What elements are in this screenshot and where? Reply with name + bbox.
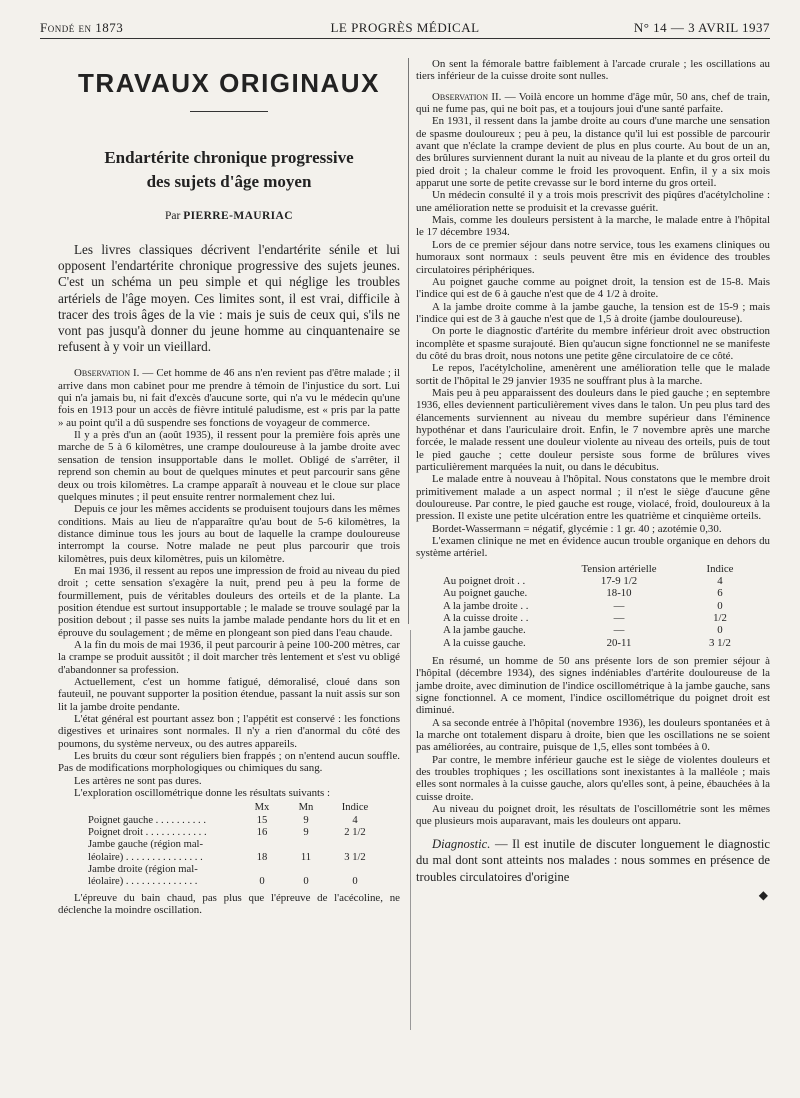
table-cell: 11 [300, 851, 312, 863]
table-row [440, 587, 758, 599]
obs1-paragraph-7: L'état général est pourtant assez bon ; l'appétit est conservé : les fonctions digestives et urinaires sont normales. Il n'y a rien d'anormal du côté des poumons, du système nerveux, ou des autres appareils. [58, 713, 400, 750]
table-row [440, 600, 758, 612]
obs1-paragraph-11: L'épreuve du bain chaud, pas plus que l'épreuve de l'acécoline, ne déclenche la moindre oscillation. [58, 891, 400, 916]
obs2-paragraph-17: Au niveau du poignet droit, les résultats de l'oscillométrie sont les mêmes que plusieurs mois auparavant, mais les douleurs ont apparu. [416, 802, 770, 828]
obs2-paragraph-1 [416, 91, 770, 116]
table-header: Mn [298, 802, 314, 814]
obs1-paragraph-2: Il y a près d'un an (août 1935), il ressent pour la première fois après une marche de 5 à 6 kilomètres, une crampe douloureuse à la jambe droite avec sensation de tension insupportable dans le mollet. Obligé de s'arrêter, il reprend son chemin au bout de quelques minutes et peut parcourir sans gêne deux ou trois kilomètres. La crampe apparaît à nouveau et le cloue sur place quelques minutes ; il peut ensuite rentrer normalement chez lui. [58, 429, 400, 503]
table-header [440, 563, 556, 575]
obs2-label: Observation II. [432, 90, 502, 103]
obs2-paragraph-8: On porte le diagnostic d'artérite du membre inférieur droit avec obstruction incomplète et spasme surajouté. Bien qu'aucun signe fonctionnel ne se manifeste du côté du bras droit, nous notons une petite gêne circulatoire de ce côté. [416, 325, 770, 362]
table-cell [284, 839, 328, 851]
obs2-paragraph-2: En 1931, il ressent dans la jambe droite au cours d'une marche une sensation de spasme douloureux ; peu à peu, la distance qu'il lui est possible de parcourir avant que n'éclate la crampe devient de plus en plus courte. Au bout de un an, des brûlures surviennent durant la nuit au niveau de la plante et du gros orteil du pied droit ; la chaleur comme le froid les provoquent. Enfin, il y a six mois apparut une sorte de petite crevasse sur le bord interne du gros orteil. [416, 115, 770, 190]
table-cell: A la cuisse gauche. [443, 636, 526, 649]
table-cell [240, 864, 284, 876]
obs1-paragraph-5: A la fin du mois de mai 1936, il peut parcourir à peine 100-200 mètres, car la crampe se produit aussitôt ; il doit marcher très lentement et s'est vu obligé d'abandonner sa profession. [58, 638, 400, 676]
obs1-paragraph-3: Depuis ce jour les mêmes accidents se produisent toujours dans les mêmes conditions. Mais au lieu de n'apparaître qu'au bout de 5-6 kilomètres, la distance diminue tous les jours au bout de laquelle la crampe douloureuse interrompt la course. Notre malade ne peut plus parcourir que trois kilomètres, puis deux kilomètres, puis un kilomètre. [58, 503, 400, 565]
table-cell: 0 [259, 876, 265, 888]
table-cell: 15 [256, 814, 268, 826]
obs2-paragraph-13: L'examen clinique ne met en évidence aucun trouble organique en dehors du système artériel. [416, 535, 770, 560]
oscillometry-table [86, 802, 382, 888]
continued-paragraph: On sent la fémorale battre faiblement à l'arcade crurale ; les oscillations au tiers inférieur de la cuisse droite sont nulles. [416, 58, 770, 83]
table-row [86, 876, 382, 888]
obs2-paragraph-14: En résumé, un homme de 50 ans présente lors de son premier séjour à l'hôpital (décembre 1934), des signes indéniables d'artérite douloureuse de la jambe droite, avec diminution de l'indice oscillométrique à la jambe gauche, sans signe fonctionnel. A ce moment, l'indice oscillométrique du poignet droit est diminué. [416, 654, 770, 717]
diagnosis-section [416, 836, 770, 886]
obs1-paragraph-9: Les artères ne sont pas dures. [74, 774, 202, 787]
byline [58, 210, 400, 222]
table-cell: — [613, 599, 625, 612]
obs2-paragraph-5: Lors de ce premier séjour dans notre service, tous les examens cliniques ou humoraux sont normaux : seuls peuvent être mis en évidence des troubles circulatoires périphériques. [416, 238, 770, 276]
obs1-paragraph-8: Les bruits du cœur sont réguliers bien frappés ; on n'entend aucun souffle. Pas de modifications morphologiques ou chimiques du sang. [58, 750, 400, 775]
table-row [86, 827, 382, 839]
table-cell: 1/2 [713, 611, 727, 624]
table-cell: 3 1/2 [344, 851, 366, 863]
obs1-paragraph-6: Actuellement, c'est un homme fatigué, démoralisé, cloué dans son fauteuil, ne pouvant supporter la position étendue, passant la nuit assis sur son lit la jambe droite pendante. [58, 676, 400, 713]
table-row [86, 864, 382, 876]
table-header: Indice [341, 802, 369, 814]
left-column [58, 58, 400, 1086]
column-divider [408, 58, 409, 624]
table-cell: 20-11 [606, 636, 632, 649]
observation-1 [58, 367, 400, 916]
tension-index-table [440, 563, 758, 649]
table-cell: 3 1/2 [709, 636, 731, 649]
title-rule [190, 111, 268, 112]
table-cell: Au poignet gauche. [443, 587, 528, 600]
obs2-paragraph-16: Par contre, le membre inférieur gauche est le siège de violentes douleurs et des troubles trophiques ; les oscillations sont inexistantes à la malléole ; mais elles sont normales à la cuisse gauche, alors qu'elles sont, à peine, ébauchées à la cuisse droite. [416, 753, 770, 803]
journal-name: LE PROGRÈS MÉDICAL [330, 20, 480, 35]
table-cell [328, 839, 382, 851]
running-header [40, 18, 770, 40]
table-cell: léolaire) . . . . . . . . . . . . . . [88, 876, 198, 888]
table-cell: 0 [303, 876, 309, 888]
table-row [86, 815, 382, 827]
table-cell: Poignet gauche . . . . . . . . . . [88, 814, 206, 826]
table-header: Tension artérielle [581, 562, 657, 575]
table-cell: 17-9 1/2 [600, 575, 638, 588]
table-cell: 9 [303, 814, 309, 826]
intro-section [58, 242, 400, 355]
table-cell: 18 [256, 851, 268, 863]
table-header [86, 802, 240, 814]
obs2-paragraph-6: Au poignet gauche comme au poignet droit, la tension est de 15-8. Mais l'indice qui est de 6 à gauche n'est que de 4 1/2 à droite. [416, 275, 770, 301]
table-row [440, 575, 758, 587]
byline-prefix: Par [165, 210, 181, 222]
table-cell: 16 [256, 827, 268, 839]
table-cell: Jambe gauche (région mal- [88, 839, 204, 851]
table-cell: 9 [303, 827, 309, 839]
obs1-label: Observation I. [74, 367, 140, 380]
table-cell: 4 [352, 814, 358, 826]
column-divider-lower [410, 630, 411, 1030]
obs2-paragraph-15: A sa seconde entrée à l'hôpital (novembre 1936), les douleurs spontanées et à la marche ont totalement disparu à droite, bien que les oscillations ne se soient pas améliorées, au contraire, puisque de 1,5, elles sont tombées à 0. [416, 716, 770, 754]
obs2-paragraph-10: Mais peu à peu apparaissent des douleurs dans le pied gauche ; en septembre 1936, elles deviennent particulièrement vives dans le talon. Un peu plus tard des élancements surviennent au niveau du membre supérieur dans l'éminence hypothénar et dans l'auriculaire droit. Enfin, le 7 novembre après une marche forcée, le malade ressent une douleur violente au niveau des orteils, puis de tout le pied gauche ; cette douleur persiste sous forme de brûlures vives particulièrement marquées la nuit, ou dans le décubitus. [416, 386, 770, 473]
obs1-paragraph-1 [58, 367, 400, 429]
table-cell: 6 [717, 587, 723, 600]
table-cell: — [613, 624, 625, 637]
table-cell [284, 864, 328, 876]
table-header: Indice [706, 562, 734, 575]
table-cell: A la jambe gauche. [443, 624, 526, 637]
table-row [86, 852, 382, 864]
article-title-line2: des sujets d'âge moyen [146, 172, 312, 191]
table-cell: 2 1/2 [344, 827, 366, 839]
table-row [86, 839, 382, 851]
obs2-text-1: — Voilà encore un homme d'âge mûr, 50 ans, chef de train, qui ne fume pas, qui ne boit pas, et a toujours joui d'une santé parfaite. [416, 90, 770, 116]
founded-note: Fondé en 1873 [40, 20, 124, 35]
table-row [440, 624, 758, 636]
table-cell: 4 [717, 575, 723, 588]
obs2-paragraph-12: Bordet-Wassermann = négatif, glycémie : 1 gr. 40 ; azotémie 0,30. [432, 522, 722, 535]
table-row [440, 637, 758, 649]
obs2-paragraph-3: Un médecin consulté il y a trois mois prescrivit des piqûres d'acétylcholine : une amélioration nette se produisit et la crevasse guérit. [416, 189, 770, 214]
right-column [416, 58, 770, 1086]
diagnosis-text: — Il est inutile de discuter longuement le diagnostic du mal dont sont atteints nos malades : nous sommes en présence de troubles circulatoires d'origine [416, 836, 770, 884]
table-cell: Au poignet droit . . [443, 575, 526, 588]
table-cell: 18-10 [606, 587, 632, 600]
issue-date: N° 14 — 3 AVRIL 1937 [633, 20, 770, 35]
article-title-line1: Endartérite chronique progressive [104, 148, 354, 167]
table-cell: 0 [717, 624, 723, 637]
section-title: TRAVAUX ORIGINAUX [78, 68, 380, 98]
table-cell: — [613, 611, 625, 624]
obs1-text-1: — Cet homme de 46 ans n'en revient pas d'être malade ; il arrive dans mon cabinet pour me prendre à témoin de l'injustice du sort. Lui qui n'a jamais bu, ni fait d'excès d'aucune sorte, qui n'a vu le médecin qu'une fois en 1913 pour un accès de fièvre intitulé paludisme, est « pris par la patte » au point qu'il a dû suspendre ses fonctions de voyageur de commerce. [58, 367, 401, 429]
obs2-paragraph-9: Le repos, l'acétylcholine, amenèrent une amélioration telle que le malade sortit de l'hôpital le 29 janvier 1935 ne souffrant plus à la marche. [416, 362, 770, 387]
header-rule [40, 38, 770, 39]
table-cell: léolaire) . . . . . . . . . . . . . . . [88, 851, 203, 863]
table-row [440, 612, 758, 624]
obs1-paragraph-10: L'exploration oscillométrique donne les résultats suivants : [74, 787, 331, 800]
table-cell: A la cuisse droite . . [443, 611, 529, 624]
diagnosis-label: Diagnostic. [432, 836, 491, 851]
author-name: PIERRE-MAURIAC [183, 210, 293, 222]
table-cell: Poignet droit . . . . . . . . . . . . [88, 827, 207, 839]
intro-paragraph: Les livres classiques décrivent l'endartérite sénile et lui opposent l'endartérite chronique progressive des sujets jeunes. C'est un schéma un peu simple et qui néglige les troubles artériels de l'âge moyen. Ces limites sont, il est vrai, difficile à tracer des trois âges de la vie : mais je suis de ceux qui, s'ils ne vont pas jusqu'à donner du jeune homme au cinquantenaire se refusent à y voir un vieillard. [58, 242, 400, 355]
table-cell: Jambe droite (région mal- [88, 863, 198, 875]
table-cell [328, 864, 382, 876]
table-cell [240, 839, 284, 851]
table-cell: A la jambe droite . . [443, 599, 529, 612]
table-cell: 0 [352, 876, 358, 888]
diagnosis-paragraph [416, 836, 770, 886]
obs2-paragraph-4: Mais, comme les douleurs persistent à la marche, le malade entre à l'hôpital le 17 décembre 1934. [416, 214, 770, 239]
article-title [58, 146, 400, 194]
obs1-paragraph-4: En mai 1936, il ressent au repos une impression de froid au niveau du pied droit ; cette sensation s'exagère la nuit, prend peu à peu la forme de fourmillement, puis de véritables douleurs des orteils et de la plante. La position étendue est surtout insupportable ; le malade se trouve soulagé par la position debout ; il passe ses nuits la jambe malade pendante hors du lit et en éprouve du soulagement ; de même en plongeant son pied dans l'eau chaude. [58, 564, 400, 639]
end-ornament: ◆ [758, 888, 768, 903]
table-cell: 0 [717, 599, 723, 612]
obs2-paragraph-7: A la jambe droite comme à la jambe gauche, la tension est de 15-9 ; mais l'indice qui est de 3 à gauche n'est que de 1,5 à droite (jambe douloureuse). [416, 300, 770, 325]
obs2-paragraph-11: Le malade entre à nouveau à l'hôpital. Nous constatons que le membre droit primitivement malade a un aspect normal ; il n'est le siège d'aucune gêne douloureuse. Par contre, le pied gauche est rouge, violacé, froid, douloureux à la pression. Il existe une petite ulcération entre les quatrième et cinquième orteils. [416, 473, 770, 523]
table-header: Mx [254, 802, 270, 814]
